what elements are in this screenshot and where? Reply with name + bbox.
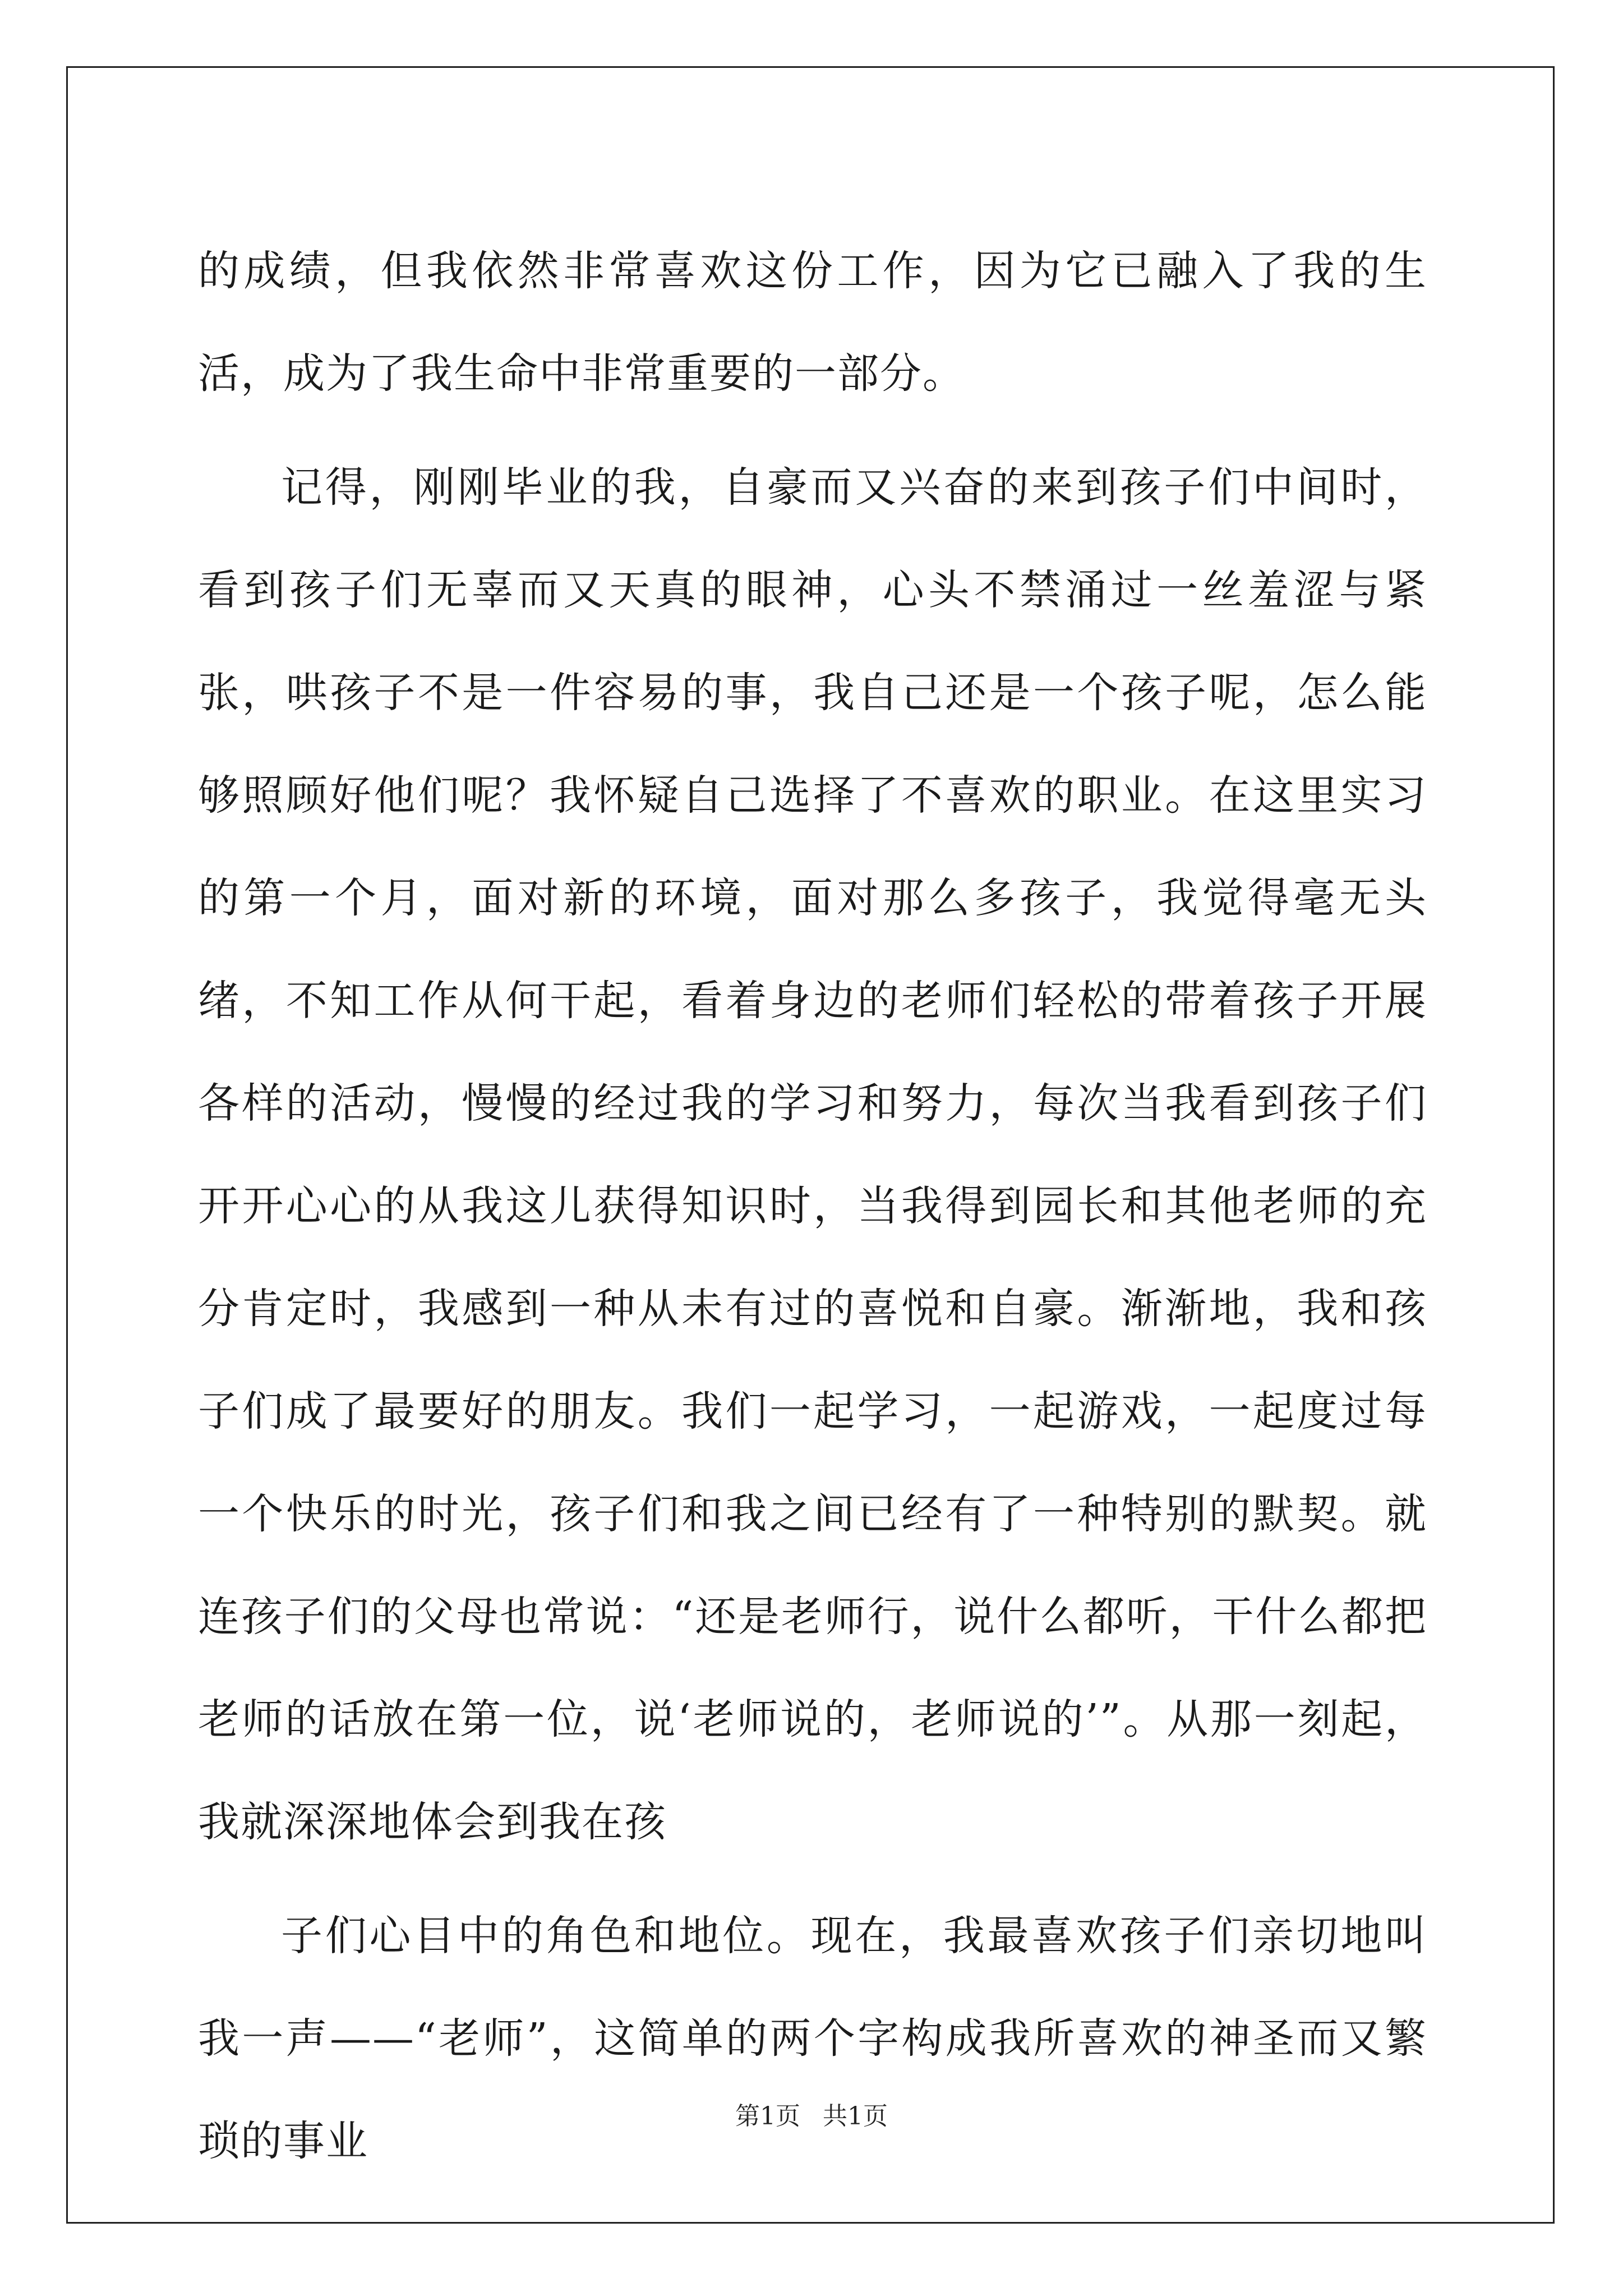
total-pages: 共1页 — [823, 2102, 888, 2131]
paragraph-1: 的成绩，但我依然非常喜欢这份工作，因为它已融入了我的生活，成为了我生命中非常重要的一部分。 — [198, 247, 1427, 398]
paragraph-3: 子们心目中的角色和地位。现在，我最喜欢孩子们亲切地叫我一声——“老师”，这简单的两个字构成我所喜欢的神圣而又繁琐的事业 — [198, 1912, 1427, 2165]
paragraph-2: 记得，刚刚毕业的我，自豪而又兴奋的来到孩子们中间时，看到孩子们无辜而又天真的眼神，心头不禁涌过一丝羞涩与紧张，哄孩子不是一件容易的事，我自己还是一个孩子呢，怎么能够照顾好他们呢？我怀疑自己选择了不喜欢的职业。在这里实习的第一个月，面对新的环境，面对那么多孩子，我觉得毫无头绪，不知工作从何干起，看着身边的老师们轻松的带着孩子开展各样的活动，慢慢的经过我的学习和努力，每次当我看到孩子们开开心心的从我这儿获得知识时，当我得到园长和其他老师的充分肯定时，我感到一种从未有过的喜悦和自豪。渐渐地，我和孩子们成了最要好的朋友。我们一起学习，一起游戏，一起度过每一个快乐的时光，孩子们和我之间已经有了一种特别的默契。就连孩子们的父母也常说：“还是老师行，说什么都听，干什么都把老师的话放在第一位，说‘老师说的，老师说的’”。从那一刻起，我就深深地体会到我在孩 — [198, 463, 1427, 1846]
document-body — [198, 220, 1427, 2193]
page-footer — [0, 2100, 1623, 2133]
page-number: 第1页 — [735, 2102, 800, 2131]
